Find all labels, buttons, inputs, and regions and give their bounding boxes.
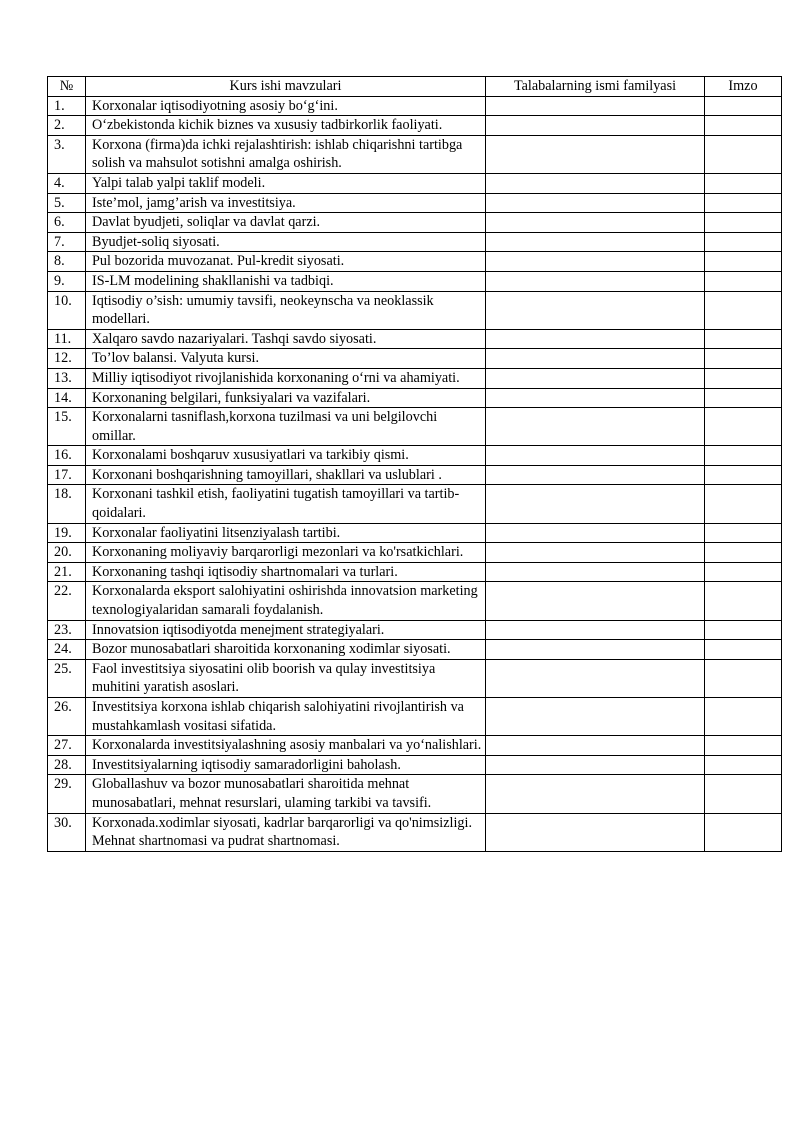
row-number: 16. bbox=[48, 446, 86, 466]
row-signature-cell bbox=[705, 543, 782, 563]
table-row bbox=[48, 135, 782, 173]
row-number: 14. bbox=[48, 388, 86, 408]
row-student-name-cell bbox=[486, 213, 705, 233]
table-row bbox=[48, 775, 782, 813]
table-row bbox=[48, 620, 782, 640]
row-number: 26. bbox=[48, 698, 86, 736]
row-signature-cell bbox=[705, 116, 782, 136]
row-signature-cell bbox=[705, 620, 782, 640]
table-row bbox=[48, 755, 782, 775]
table-row bbox=[48, 252, 782, 272]
row-student-name-cell bbox=[486, 135, 705, 173]
row-topic: Bozor munosabatlari sharoitida korxonaning xodimlar siyosati. bbox=[86, 640, 486, 660]
row-number: 3. bbox=[48, 135, 86, 173]
row-number: 11. bbox=[48, 329, 86, 349]
row-number: 22. bbox=[48, 582, 86, 620]
row-signature-cell bbox=[705, 135, 782, 173]
row-topic: Korxonalar iqtisodiyotning asosiy bo‘g‘ini. bbox=[86, 96, 486, 116]
header-student-name: Talabalarning ismi familyasi bbox=[486, 77, 705, 97]
row-topic: Korxonani boshqarishning tamoyillari, shakllari va uslublari . bbox=[86, 465, 486, 485]
table-row bbox=[48, 640, 782, 660]
row-number: 1. bbox=[48, 96, 86, 116]
table-row bbox=[48, 813, 782, 851]
row-student-name-cell bbox=[486, 775, 705, 813]
row-signature-cell bbox=[705, 173, 782, 193]
row-signature-cell bbox=[705, 408, 782, 446]
table-row bbox=[48, 523, 782, 543]
table-row bbox=[48, 698, 782, 736]
row-student-name-cell bbox=[486, 271, 705, 291]
row-student-name-cell bbox=[486, 465, 705, 485]
row-number: 4. bbox=[48, 173, 86, 193]
row-signature-cell bbox=[705, 232, 782, 252]
table-row bbox=[48, 271, 782, 291]
row-signature-cell bbox=[705, 446, 782, 466]
row-number: 29. bbox=[48, 775, 86, 813]
row-signature-cell bbox=[705, 96, 782, 116]
row-signature-cell bbox=[705, 193, 782, 213]
table-row bbox=[48, 349, 782, 369]
row-signature-cell bbox=[705, 698, 782, 736]
row-student-name-cell bbox=[486, 698, 705, 736]
row-topic: Davlat byudjeti, soliqlar va davlat qarzi. bbox=[86, 213, 486, 233]
table-row bbox=[48, 232, 782, 252]
row-signature-cell bbox=[705, 813, 782, 851]
row-student-name-cell bbox=[486, 640, 705, 660]
row-student-name-cell bbox=[486, 368, 705, 388]
row-signature-cell bbox=[705, 775, 782, 813]
row-topic: Investitsiyalarning iqtisodiy samaradorligini baholash. bbox=[86, 755, 486, 775]
row-topic: Korxonalarda eksport salohiyatini oshirishda innovatsion marketing texnologiyalaridan samarali foydalanish. bbox=[86, 582, 486, 620]
row-topic: Iqtisodiy o’sish: umumiy tavsifi, neokeynscha va neoklassik modellari. bbox=[86, 291, 486, 329]
row-student-name-cell bbox=[486, 485, 705, 523]
row-topic: Korxonani tashkil etish, faoliyatini tugatish tamoyillari va tartib-qoidalari. bbox=[86, 485, 486, 523]
row-student-name-cell bbox=[486, 755, 705, 775]
row-student-name-cell bbox=[486, 173, 705, 193]
row-signature-cell bbox=[705, 640, 782, 660]
row-number: 27. bbox=[48, 736, 86, 756]
row-topic: Korxonaning moliyaviy barqarorligi mezonlari va ko'rsatkichlari. bbox=[86, 543, 486, 563]
row-signature-cell bbox=[705, 349, 782, 369]
row-number: 10. bbox=[48, 291, 86, 329]
row-student-name-cell bbox=[486, 193, 705, 213]
table-row bbox=[48, 659, 782, 697]
table-row bbox=[48, 736, 782, 756]
row-topic: O‘zbekistonda kichik biznes va xususiy tadbirkorlik faoliyati. bbox=[86, 116, 486, 136]
row-topic: Xalqaro savdo nazariyalari. Tashqi savdo siyosati. bbox=[86, 329, 486, 349]
table-row bbox=[48, 193, 782, 213]
row-topic: IS-LM modelining shakllanishi va tadbiqi. bbox=[86, 271, 486, 291]
row-topic: To’lov balansi. Valyuta kursi. bbox=[86, 349, 486, 369]
row-student-name-cell bbox=[486, 813, 705, 851]
row-topic: Korxonalarda investitsiyalashning asosiy manbalari va yo‘nalishlari. bbox=[86, 736, 486, 756]
row-number: 13. bbox=[48, 368, 86, 388]
row-number: 19. bbox=[48, 523, 86, 543]
row-student-name-cell bbox=[486, 96, 705, 116]
row-topic: Globallashuv va bozor munosabatlari sharoitida mehnat munosabatlari, mehnat resurslari, ulaming tarkibi va tavsifi. bbox=[86, 775, 486, 813]
row-signature-cell bbox=[705, 485, 782, 523]
row-topic: Innovatsion iqtisodiyotda menejment strategiyalari. bbox=[86, 620, 486, 640]
row-student-name-cell bbox=[486, 408, 705, 446]
table-row bbox=[48, 291, 782, 329]
row-topic: Korxona (firma)da ichki rejalashtirish: ishlab chiqarishni tartibga solish va mahsulot sotishni amalga oshirish. bbox=[86, 135, 486, 173]
row-number: 23. bbox=[48, 620, 86, 640]
table-row bbox=[48, 96, 782, 116]
row-signature-cell bbox=[705, 736, 782, 756]
row-number: 24. bbox=[48, 640, 86, 660]
table-row bbox=[48, 408, 782, 446]
row-signature-cell bbox=[705, 465, 782, 485]
row-signature-cell bbox=[705, 523, 782, 543]
row-topic: Yalpi talab yalpi taklif modeli. bbox=[86, 173, 486, 193]
table-body bbox=[48, 96, 782, 851]
row-student-name-cell bbox=[486, 523, 705, 543]
table-row bbox=[48, 116, 782, 136]
row-number: 5. bbox=[48, 193, 86, 213]
row-topic: Korxonalar faoliyatini litsenziyalash tartibi. bbox=[86, 523, 486, 543]
row-student-name-cell bbox=[486, 543, 705, 563]
row-number: 6. bbox=[48, 213, 86, 233]
table-row bbox=[48, 173, 782, 193]
table-row bbox=[48, 446, 782, 466]
row-number: 7. bbox=[48, 232, 86, 252]
table-row bbox=[48, 388, 782, 408]
row-topic: Faol investitsiya siyosatini olib boorish va qulay investitsiya muhitini yaratish asoslari. bbox=[86, 659, 486, 697]
row-student-name-cell bbox=[486, 736, 705, 756]
header-number: № bbox=[48, 77, 86, 97]
row-number: 8. bbox=[48, 252, 86, 272]
row-signature-cell bbox=[705, 659, 782, 697]
table-row bbox=[48, 465, 782, 485]
table-row bbox=[48, 543, 782, 563]
row-student-name-cell bbox=[486, 349, 705, 369]
row-number: 20. bbox=[48, 543, 86, 563]
table-row bbox=[48, 485, 782, 523]
row-number: 18. bbox=[48, 485, 86, 523]
row-signature-cell bbox=[705, 368, 782, 388]
row-student-name-cell bbox=[486, 291, 705, 329]
row-number: 9. bbox=[48, 271, 86, 291]
row-student-name-cell bbox=[486, 582, 705, 620]
row-number: 28. bbox=[48, 755, 86, 775]
row-number: 17. bbox=[48, 465, 86, 485]
row-student-name-cell bbox=[486, 388, 705, 408]
row-signature-cell bbox=[705, 213, 782, 233]
row-student-name-cell bbox=[486, 620, 705, 640]
row-signature-cell bbox=[705, 388, 782, 408]
header-topic: Kurs ishi mavzulari bbox=[86, 77, 486, 97]
row-topic: Pul bozorida muvozanat. Pul-kredit siyosati. bbox=[86, 252, 486, 272]
row-number: 15. bbox=[48, 408, 86, 446]
table-row bbox=[48, 562, 782, 582]
row-topic: Korxonaning tashqi iqtisodiy shartnomalari va turlari. bbox=[86, 562, 486, 582]
table-header-row bbox=[48, 77, 782, 97]
row-topic: Korxonada.xodimlar siyosati, kadrlar barqarorligi va qo'nimsizligi. Mehnat shartnomasi va pudrat shartnomasi. bbox=[86, 813, 486, 851]
row-student-name-cell bbox=[486, 446, 705, 466]
course-topics-table bbox=[47, 76, 782, 852]
row-topic: Korxonalami boshqaruv xususiyatlari va tarkibiy qismi. bbox=[86, 446, 486, 466]
row-number: 21. bbox=[48, 562, 86, 582]
table-row bbox=[48, 213, 782, 233]
row-number: 12. bbox=[48, 349, 86, 369]
row-signature-cell bbox=[705, 291, 782, 329]
row-topic: Korxonaning belgilari, funksiyalari va vazifalari. bbox=[86, 388, 486, 408]
row-number: 30. bbox=[48, 813, 86, 851]
row-signature-cell bbox=[705, 329, 782, 349]
row-number: 2. bbox=[48, 116, 86, 136]
row-topic: Milliy iqtisodiyot rivojlanishida korxonaning o‘rni va ahamiyati. bbox=[86, 368, 486, 388]
row-signature-cell bbox=[705, 755, 782, 775]
row-topic: Byudjet-soliq siyosati. bbox=[86, 232, 486, 252]
row-topic: Investitsiya korxona ishlab chiqarish salohiyatini rivojlantirish va mustahkamlash vositasi sifatida. bbox=[86, 698, 486, 736]
row-topic: Korxonalarni tasniflash,korxona tuzilmasi va uni belgilovchi omillar. bbox=[86, 408, 486, 446]
row-signature-cell bbox=[705, 582, 782, 620]
row-student-name-cell bbox=[486, 252, 705, 272]
row-student-name-cell bbox=[486, 562, 705, 582]
table-row bbox=[48, 368, 782, 388]
row-student-name-cell bbox=[486, 329, 705, 349]
table-row bbox=[48, 582, 782, 620]
row-topic: Iste’mol, jamg’arish va investitsiya. bbox=[86, 193, 486, 213]
row-student-name-cell bbox=[486, 116, 705, 136]
row-signature-cell bbox=[705, 271, 782, 291]
header-signature: Imzo bbox=[705, 77, 782, 97]
row-number: 25. bbox=[48, 659, 86, 697]
row-student-name-cell bbox=[486, 232, 705, 252]
row-signature-cell bbox=[705, 252, 782, 272]
table-row bbox=[48, 329, 782, 349]
row-student-name-cell bbox=[486, 659, 705, 697]
row-signature-cell bbox=[705, 562, 782, 582]
